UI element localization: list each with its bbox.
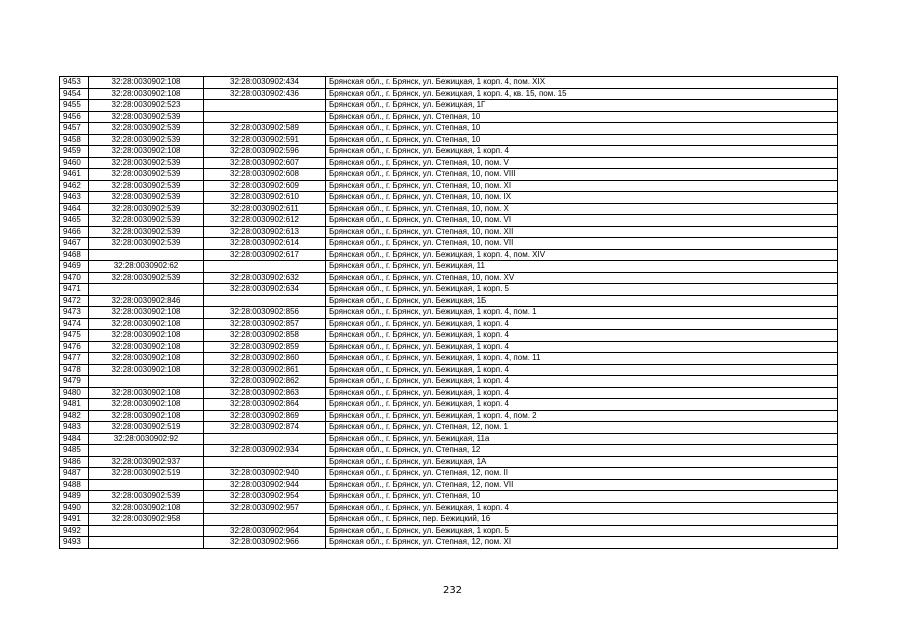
- object-number-cell: 32:28:0030902:617: [204, 249, 326, 261]
- table-row: [60, 479, 838, 491]
- table-row: [60, 111, 838, 123]
- row-number-cell: 9490: [60, 502, 89, 514]
- table-row: [60, 502, 838, 514]
- object-number-cell: 32:28:0030902:857: [204, 318, 326, 330]
- object-number-cell: [204, 261, 326, 273]
- parcel-number-cell: 32:28:0030902:519: [89, 422, 204, 434]
- object-number-cell: 32:28:0030902:612: [204, 215, 326, 227]
- object-number-cell: 32:28:0030902:610: [204, 192, 326, 204]
- table-row: [60, 146, 838, 158]
- row-number-cell: 9465: [60, 215, 89, 227]
- row-number-cell: 9469: [60, 261, 89, 273]
- parcel-number-cell: [89, 376, 204, 388]
- address-cell: Брянская обл., г. Брянск, ул. Степная, 10, пом. VI: [326, 215, 838, 227]
- address-cell: Брянская обл., г. Брянск, ул. Степная, 10, пом. XII: [326, 226, 838, 238]
- address-cell: Брянская обл., г. Брянск, ул. Степная, 12, пом. VII: [326, 479, 838, 491]
- address-cell: Брянская обл., г. Брянск, ул. Бежицкая, 1 корп. 4, кв. 15, пом. 15: [326, 88, 838, 100]
- table-row: [60, 180, 838, 192]
- row-number-cell: 9474: [60, 318, 89, 330]
- table-row: [60, 468, 838, 480]
- object-number-cell: 32:28:0030902:436: [204, 88, 326, 100]
- parcel-number-cell: 32:28:0030902:108: [89, 364, 204, 376]
- table-row: [60, 157, 838, 169]
- table-row: [60, 77, 838, 89]
- object-number-cell: 32:28:0030902:864: [204, 399, 326, 411]
- row-number-cell: 9484: [60, 433, 89, 445]
- parcel-number-cell: 32:28:0030902:108: [89, 88, 204, 100]
- object-number-cell: 32:28:0030902:957: [204, 502, 326, 514]
- table-row: [60, 295, 838, 307]
- parcel-number-cell: 32:28:0030902:92: [89, 433, 204, 445]
- address-cell: Брянская обл., г. Брянск, ул. Степная, 12, пом. XI: [326, 537, 838, 549]
- table-row: [60, 514, 838, 526]
- table-row: [60, 387, 838, 399]
- row-number-cell: 9482: [60, 410, 89, 422]
- row-number-cell: 9454: [60, 88, 89, 100]
- object-number-cell: 32:28:0030902:869: [204, 410, 326, 422]
- address-cell: Брянская обл., г. Брянск, ул. Бежицкая, 11: [326, 261, 838, 273]
- object-number-cell: 32:28:0030902:591: [204, 134, 326, 146]
- address-cell: Брянская обл., г. Брянск, ул. Бежицкая, 1 корп. 4, пом. 11: [326, 353, 838, 365]
- object-number-cell: 32:28:0030902:609: [204, 180, 326, 192]
- address-cell: Брянская обл., г. Брянск, ул. Бежицкая, 1 корп. 5: [326, 284, 838, 296]
- table-row: [60, 491, 838, 503]
- row-number-cell: 9486: [60, 456, 89, 468]
- object-number-cell: 32:28:0030902:862: [204, 376, 326, 388]
- object-number-cell: [204, 100, 326, 112]
- parcel-number-cell: 32:28:0030902:108: [89, 146, 204, 158]
- parcel-number-cell: 32:28:0030902:108: [89, 399, 204, 411]
- table-row: [60, 261, 838, 273]
- row-number-cell: 9489: [60, 491, 89, 503]
- table-row: [60, 433, 838, 445]
- object-number-cell: 32:28:0030902:858: [204, 330, 326, 342]
- parcel-number-cell: [89, 445, 204, 457]
- parcel-number-cell: 32:28:0030902:108: [89, 387, 204, 399]
- table-row: [60, 537, 838, 549]
- parcel-number-cell: 32:28:0030902:108: [89, 307, 204, 319]
- table-row: [60, 422, 838, 434]
- parcel-number-cell: 32:28:0030902:539: [89, 192, 204, 204]
- parcel-number-cell: 32:28:0030902:523: [89, 100, 204, 112]
- object-number-cell: 32:28:0030902:434: [204, 77, 326, 89]
- object-number-cell: [204, 433, 326, 445]
- address-cell: Брянская обл., г. Брянск, ул. Степная, 10, пом. V: [326, 157, 838, 169]
- object-number-cell: 32:28:0030902:607: [204, 157, 326, 169]
- row-number-cell: 9467: [60, 238, 89, 250]
- address-cell: Брянская обл., г. Брянск, ул. Степная, 12, пом. II: [326, 468, 838, 480]
- row-number-cell: 9473: [60, 307, 89, 319]
- row-number-cell: 9471: [60, 284, 89, 296]
- object-number-cell: 32:28:0030902:954: [204, 491, 326, 503]
- row-number-cell: 9463: [60, 192, 89, 204]
- address-cell: Брянская обл., г. Брянск, ул. Степная, 10, пом. VIII: [326, 169, 838, 181]
- address-cell: Брянская обл., г. Брянск, ул. Бежицкая, 1 корп. 4: [326, 364, 838, 376]
- parcel-number-cell: [89, 525, 204, 537]
- parcel-number-cell: 32:28:0030902:539: [89, 226, 204, 238]
- table-row: [60, 284, 838, 296]
- cadastral-table-body: [60, 77, 838, 549]
- address-cell: Брянская обл., г. Брянск, ул. Бежицкая, 1 корп. 4, пом. XIX: [326, 77, 838, 89]
- row-number-cell: 9470: [60, 272, 89, 284]
- parcel-number-cell: 32:28:0030902:539: [89, 123, 204, 135]
- address-cell: Брянская обл., г. Брянск, ул. Степная, 12: [326, 445, 838, 457]
- row-number-cell: 9475: [60, 330, 89, 342]
- page-number: 232: [442, 585, 463, 596]
- address-cell: Брянская обл., г. Брянск, ул. Бежицкая, 1 корп. 4: [326, 318, 838, 330]
- row-number-cell: 9461: [60, 169, 89, 181]
- parcel-number-cell: 32:28:0030902:108: [89, 410, 204, 422]
- address-cell: Брянская обл., г. Брянск, ул. Бежицкая, 1 корп. 4: [326, 146, 838, 158]
- parcel-number-cell: 32:28:0030902:937: [89, 456, 204, 468]
- object-number-cell: 32:28:0030902:632: [204, 272, 326, 284]
- object-number-cell: 32:28:0030902:966: [204, 537, 326, 549]
- object-number-cell: 32:28:0030902:944: [204, 479, 326, 491]
- table-row: [60, 238, 838, 250]
- row-number-cell: 9458: [60, 134, 89, 146]
- row-number-cell: 9478: [60, 364, 89, 376]
- row-number-cell: 9455: [60, 100, 89, 112]
- row-number-cell: 9456: [60, 111, 89, 123]
- table-row: [60, 376, 838, 388]
- cadastral-table: [59, 76, 838, 549]
- object-number-cell: 32:28:0030902:613: [204, 226, 326, 238]
- address-cell: Брянская обл., г. Брянск, ул. Бежицкая, 1 корп. 4, пом. XIV: [326, 249, 838, 261]
- row-number-cell: 9457: [60, 123, 89, 135]
- table-row: [60, 215, 838, 227]
- row-number-cell: 9492: [60, 525, 89, 537]
- address-cell: Брянская обл., г. Брянск, ул. Степная, 10: [326, 111, 838, 123]
- parcel-number-cell: 32:28:0030902:539: [89, 180, 204, 192]
- object-number-cell: 32:28:0030902:934: [204, 445, 326, 457]
- address-cell: Брянская обл., г. Брянск, пер. Бежицкий, 16: [326, 514, 838, 526]
- table-row: [60, 445, 838, 457]
- address-cell: Брянская обл., г. Брянск, ул. Степная, 10: [326, 134, 838, 146]
- parcel-number-cell: 32:28:0030902:539: [89, 238, 204, 250]
- address-cell: Брянская обл., г. Брянск, ул. Бежицкая, 1 корп. 4, пом. 2: [326, 410, 838, 422]
- address-cell: Брянская обл., г. Брянск, ул. Бежицкая, 1 корп. 5: [326, 525, 838, 537]
- parcel-number-cell: [89, 479, 204, 491]
- parcel-number-cell: 32:28:0030902:108: [89, 330, 204, 342]
- row-number-cell: 9477: [60, 353, 89, 365]
- table-row: [60, 456, 838, 468]
- parcel-number-cell: 32:28:0030902:108: [89, 77, 204, 89]
- table-row: [60, 399, 838, 411]
- parcel-number-cell: [89, 284, 204, 296]
- address-cell: Брянская обл., г. Брянск, ул. Степная, 10, пом. VII: [326, 238, 838, 250]
- address-cell: Брянская обл., г. Брянск, ул. Степная, 10: [326, 491, 838, 503]
- row-number-cell: 9483: [60, 422, 89, 434]
- object-number-cell: 32:28:0030902:859: [204, 341, 326, 353]
- object-number-cell: [204, 514, 326, 526]
- object-number-cell: 32:28:0030902:964: [204, 525, 326, 537]
- parcel-number-cell: 32:28:0030902:539: [89, 134, 204, 146]
- object-number-cell: [204, 295, 326, 307]
- parcel-number-cell: 32:28:0030902:108: [89, 353, 204, 365]
- object-number-cell: 32:28:0030902:860: [204, 353, 326, 365]
- row-number-cell: 9464: [60, 203, 89, 215]
- table-row: [60, 318, 838, 330]
- object-number-cell: 32:28:0030902:863: [204, 387, 326, 399]
- object-number-cell: [204, 456, 326, 468]
- row-number-cell: 9485: [60, 445, 89, 457]
- table-row: [60, 88, 838, 100]
- parcel-number-cell: 32:28:0030902:519: [89, 468, 204, 480]
- parcel-number-cell: 32:28:0030902:539: [89, 272, 204, 284]
- address-cell: Брянская обл., г. Брянск, ул. Степная, 10, пом. IX: [326, 192, 838, 204]
- table-row: [60, 203, 838, 215]
- parcel-number-cell: 32:28:0030902:539: [89, 203, 204, 215]
- table-row: [60, 364, 838, 376]
- table-row: [60, 192, 838, 204]
- object-number-cell: 32:28:0030902:608: [204, 169, 326, 181]
- address-cell: Брянская обл., г. Брянск, ул. Бежицкая, 1 корп. 4: [326, 502, 838, 514]
- row-number-cell: 9453: [60, 77, 89, 89]
- address-cell: Брянская обл., г. Брянск, ул. Бежицкая, 1 корп. 4: [326, 341, 838, 353]
- row-number-cell: 9491: [60, 514, 89, 526]
- row-number-cell: 9479: [60, 376, 89, 388]
- table-row: [60, 525, 838, 537]
- address-cell: Брянская обл., г. Брянск, ул. Бежицкая, 1 корп. 4: [326, 376, 838, 388]
- row-number-cell: 9488: [60, 479, 89, 491]
- row-number-cell: 9487: [60, 468, 89, 480]
- address-cell: Брянская обл., г. Брянск, ул. Бежицкая, 1 корп. 4: [326, 399, 838, 411]
- object-number-cell: 32:28:0030902:596: [204, 146, 326, 158]
- row-number-cell: 9466: [60, 226, 89, 238]
- address-cell: Брянская обл., г. Брянск, ул. Бежицкая, 1 корп. 4: [326, 330, 838, 342]
- address-cell: Брянская обл., г. Брянск, ул. Бежицкая, 1Г: [326, 100, 838, 112]
- parcel-number-cell: 32:28:0030902:108: [89, 502, 204, 514]
- table-row: [60, 272, 838, 284]
- parcel-number-cell: 32:28:0030902:958: [89, 514, 204, 526]
- address-cell: Брянская обл., г. Брянск, ул. Степная, 10, пом. XI: [326, 180, 838, 192]
- object-number-cell: 32:28:0030902:614: [204, 238, 326, 250]
- table-row: [60, 353, 838, 365]
- parcel-number-cell: 32:28:0030902:539: [89, 491, 204, 503]
- address-cell: Брянская обл., г. Брянск, ул. Степная, 10, пом. X: [326, 203, 838, 215]
- object-number-cell: [204, 111, 326, 123]
- row-number-cell: 9481: [60, 399, 89, 411]
- address-cell: Брянская обл., г. Брянск, ул. Бежицкая, 11а: [326, 433, 838, 445]
- parcel-number-cell: 32:28:0030902:62: [89, 261, 204, 273]
- address-cell: Брянская обл., г. Брянск, ул. Бежицкая, 1 корп. 4: [326, 387, 838, 399]
- row-number-cell: 9459: [60, 146, 89, 158]
- table-row: [60, 330, 838, 342]
- table-row: [60, 341, 838, 353]
- object-number-cell: 32:28:0030902:874: [204, 422, 326, 434]
- table-row: [60, 100, 838, 112]
- parcel-number-cell: 32:28:0030902:539: [89, 111, 204, 123]
- table-row: [60, 169, 838, 181]
- parcel-number-cell: [89, 249, 204, 261]
- table-row: [60, 307, 838, 319]
- object-number-cell: 32:28:0030902:634: [204, 284, 326, 296]
- table-row: [60, 249, 838, 261]
- row-number-cell: 9468: [60, 249, 89, 261]
- row-number-cell: 9460: [60, 157, 89, 169]
- address-cell: Брянская обл., г. Брянск, ул. Бежицкая, 1 корп. 4, пом. 1: [326, 307, 838, 319]
- address-cell: Брянская обл., г. Брянск, ул. Степная, 10: [326, 123, 838, 135]
- address-cell: Брянская обл., г. Брянск, ул. Бежицкая, 1Б: [326, 295, 838, 307]
- table-row: [60, 410, 838, 422]
- parcel-number-cell: [89, 537, 204, 549]
- address-cell: Брянская обл., г. Брянск, ул. Степная, 10, пом. XV: [326, 272, 838, 284]
- table-row: [60, 226, 838, 238]
- parcel-number-cell: 32:28:0030902:539: [89, 157, 204, 169]
- object-number-cell: 32:28:0030902:940: [204, 468, 326, 480]
- parcel-number-cell: 32:28:0030902:108: [89, 318, 204, 330]
- object-number-cell: 32:28:0030902:611: [204, 203, 326, 215]
- row-number-cell: 9493: [60, 537, 89, 549]
- object-number-cell: 32:28:0030902:589: [204, 123, 326, 135]
- row-number-cell: 9480: [60, 387, 89, 399]
- row-number-cell: 9476: [60, 341, 89, 353]
- object-number-cell: 32:28:0030902:856: [204, 307, 326, 319]
- row-number-cell: 9462: [60, 180, 89, 192]
- row-number-cell: 9472: [60, 295, 89, 307]
- table-row: [60, 134, 838, 146]
- parcel-number-cell: 32:28:0030902:846: [89, 295, 204, 307]
- object-number-cell: 32:28:0030902:861: [204, 364, 326, 376]
- table-row: [60, 123, 838, 135]
- parcel-number-cell: 32:28:0030902:539: [89, 169, 204, 181]
- address-cell: Брянская обл., г. Брянск, ул. Бежицкая, 1А: [326, 456, 838, 468]
- address-cell: Брянская обл., г. Брянск, ул. Степная, 12, пом. 1: [326, 422, 838, 434]
- parcel-number-cell: 32:28:0030902:108: [89, 341, 204, 353]
- parcel-number-cell: 32:28:0030902:539: [89, 215, 204, 227]
